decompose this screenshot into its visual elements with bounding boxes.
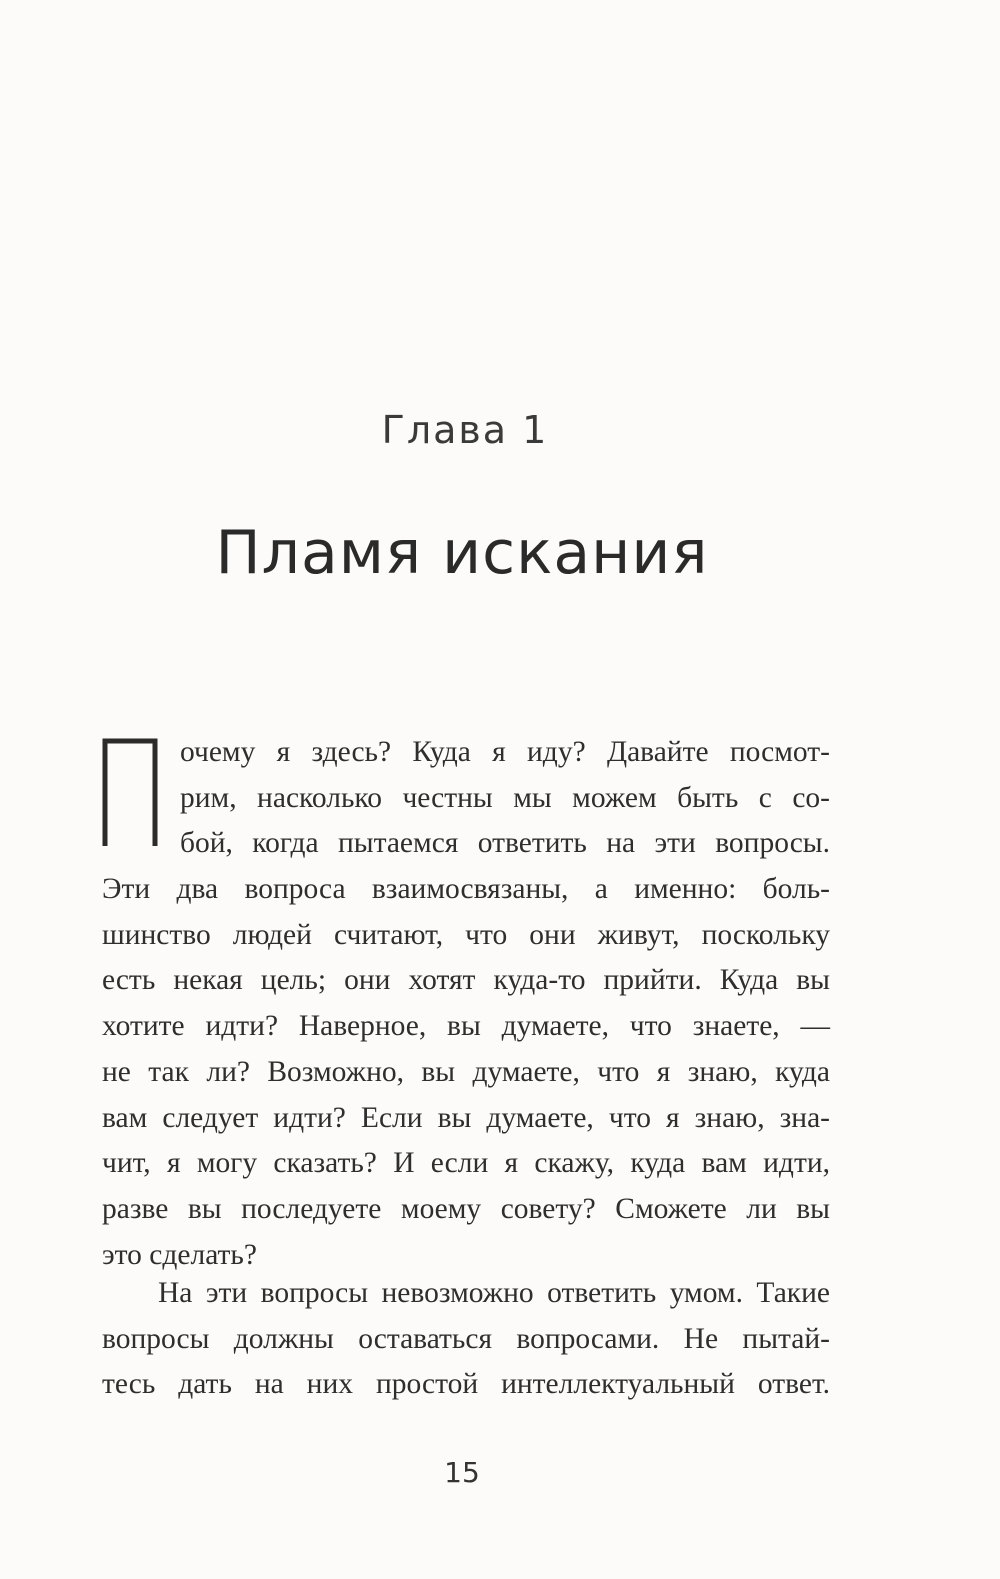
- text-line: вам следует идти? Если вы думаете, что я знаю, зна-: [102, 1101, 830, 1134]
- text-line: чит, я могу сказать? И если я скажу, куда вам идти,: [102, 1147, 830, 1180]
- text-line: не так ли? Возможно, вы думаете, что я знаю, куда: [102, 1055, 830, 1088]
- text-line: На эти вопросы невозможно ответить умом. Такие: [158, 1277, 830, 1309]
- text-line: хотите идти? Наверное, вы думаете, что знаете, —: [102, 1010, 830, 1043]
- text-line: есть некая цель; они хотят куда-то прийти. Куда вы: [102, 964, 830, 997]
- paragraph-1: [102, 730, 830, 1278]
- text-line: очему я здесь? Куда я иду? Давайте посмот-: [180, 736, 830, 768]
- chapter-title: Пламя искания: [215, 518, 709, 588]
- chapter-label: Глава 1: [381, 408, 549, 452]
- text-line: это сделать?: [102, 1238, 257, 1271]
- text-line: тесь дать на них простой интеллектуальный ответ.: [102, 1368, 830, 1401]
- text-line: шинство людей считают, что они живут, поскольку: [102, 918, 830, 951]
- text-line: бой, когда пытаемся ответить на эти вопросы.: [180, 827, 830, 860]
- text-line: вопросы должны оставаться вопросами. Не пытай-: [102, 1322, 830, 1355]
- page-number: 15: [444, 1456, 480, 1489]
- text-line: разве вы последуете моему совету? Сможете ли вы: [102, 1192, 830, 1225]
- paragraph-2: [102, 1271, 830, 1408]
- text-line: Эти два вопроса взаимосвязаны, а именно: боль-: [102, 873, 830, 906]
- text-line: рим, насколько честны мы можем быть с со-: [180, 781, 830, 814]
